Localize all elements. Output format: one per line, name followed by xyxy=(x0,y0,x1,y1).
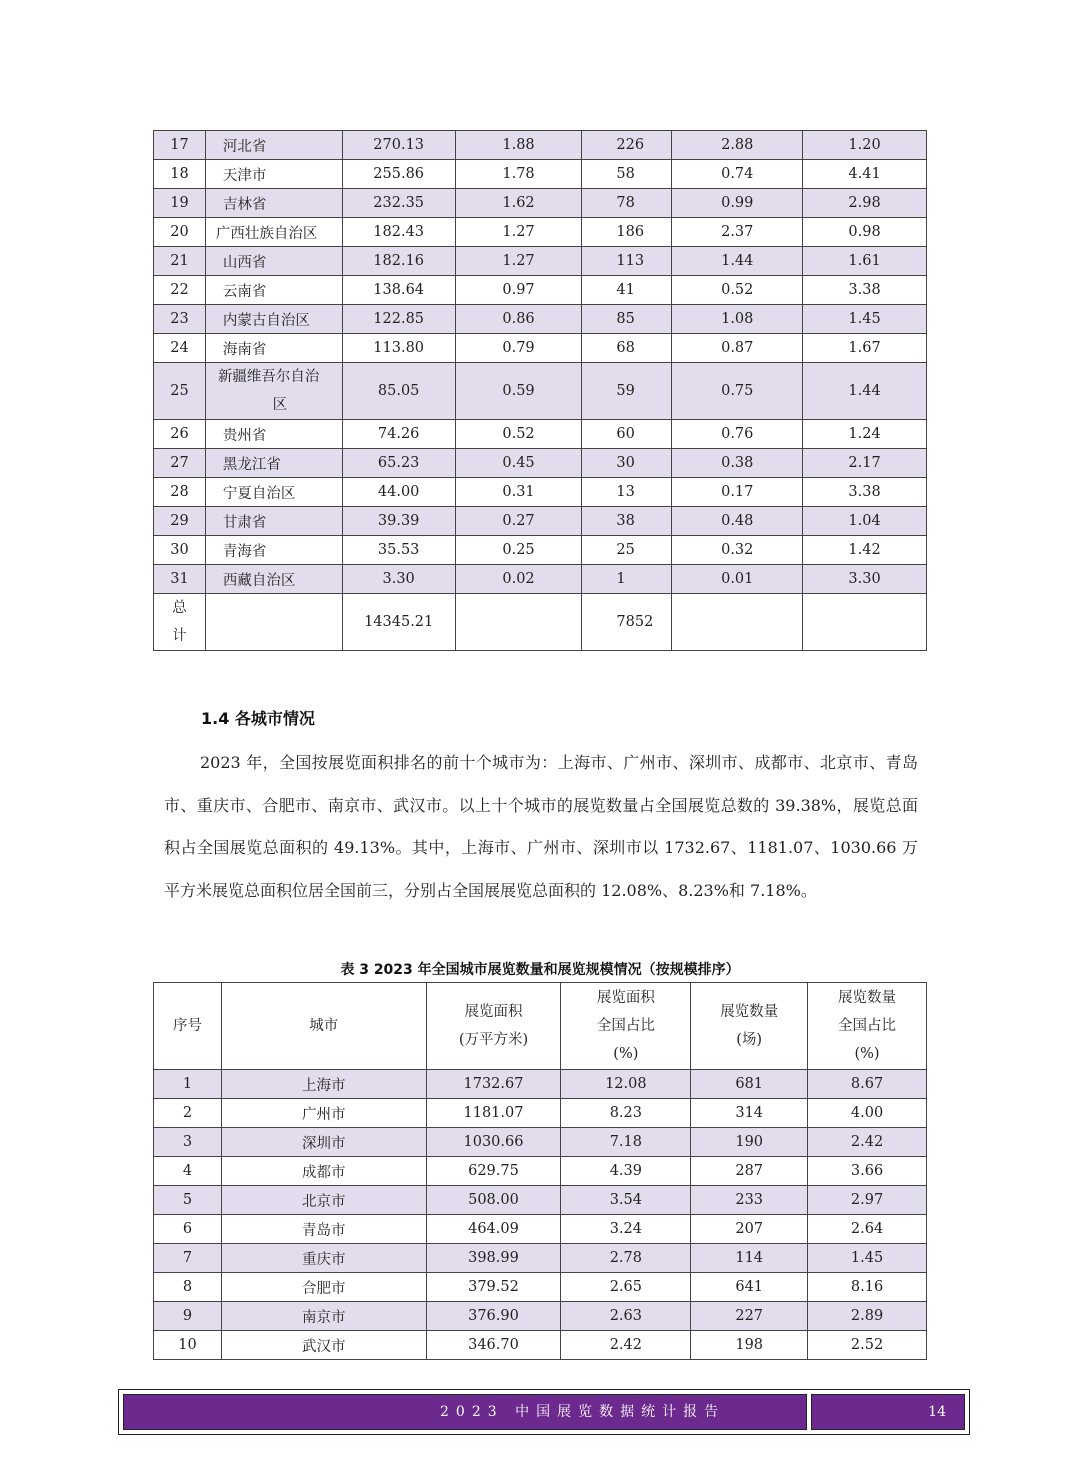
ratio-value: 1.24 xyxy=(803,420,927,449)
area-value: 113.80 xyxy=(342,334,455,363)
table-row xyxy=(154,247,927,276)
count-share: 3.66 xyxy=(808,1157,927,1186)
table-row xyxy=(154,1302,927,1331)
province-name: 宁夏自治区 xyxy=(205,478,342,507)
count-share: 0.74 xyxy=(672,160,803,189)
count-value: 114 xyxy=(691,1244,808,1273)
count-value: 38 xyxy=(582,507,672,536)
count-share: 0.76 xyxy=(672,420,803,449)
table-row xyxy=(154,276,927,305)
total-label-line: 总 xyxy=(172,600,187,616)
table-caption: 表 3 2023 年全国城市展览数量和展览规模情况（按规模排序） xyxy=(340,962,740,978)
count-share: 0.48 xyxy=(672,507,803,536)
area-share: 0.25 xyxy=(455,536,582,565)
area-value: 138.64 xyxy=(342,276,455,305)
count-share: 1.08 xyxy=(672,305,803,334)
area-value: 85.05 xyxy=(342,363,455,420)
table-row xyxy=(154,507,927,536)
ratio-value: 1.42 xyxy=(803,536,927,565)
area-value: 255.86 xyxy=(342,160,455,189)
count-value: 681 xyxy=(691,1070,808,1099)
area-share: 1.27 xyxy=(455,218,582,247)
table-row xyxy=(154,1331,927,1360)
city-name: 合肥市 xyxy=(221,1273,426,1302)
ratio-value: 3.38 xyxy=(803,478,927,507)
area-share: 7.18 xyxy=(561,1128,691,1157)
area-value: 44.00 xyxy=(342,478,455,507)
row-number: 3 xyxy=(154,1128,222,1157)
count-value: 1 xyxy=(582,565,672,594)
count-share: 1.44 xyxy=(672,247,803,276)
area-value: 3.30 xyxy=(342,565,455,594)
area-share: 0.59 xyxy=(455,363,582,420)
province-name: 云南省 xyxy=(205,276,342,305)
page-footer xyxy=(118,1389,970,1435)
table-header-row xyxy=(154,983,927,1070)
table-row xyxy=(154,363,927,420)
ratio-value: 0.98 xyxy=(803,218,927,247)
count-value: 58 xyxy=(582,160,672,189)
count-share: 8.67 xyxy=(808,1070,927,1099)
area-value: 65.23 xyxy=(342,449,455,478)
row-number: 7 xyxy=(154,1244,222,1273)
table-row xyxy=(154,449,927,478)
count-share: 0.52 xyxy=(672,276,803,305)
province-name: 黑龙江省 xyxy=(205,449,342,478)
count-share: 2.97 xyxy=(808,1186,927,1215)
row-number: 23 xyxy=(154,305,206,334)
area-share: 0.45 xyxy=(455,449,582,478)
count-share: 2.88 xyxy=(672,131,803,160)
area-share: 0.27 xyxy=(455,507,582,536)
total-row xyxy=(154,594,927,651)
header-line: (%) xyxy=(613,1046,639,1062)
province-name-line: 新疆维吾尔自治 xyxy=(217,369,320,385)
area-value: 508.00 xyxy=(426,1186,561,1215)
area-share: 0.52 xyxy=(455,420,582,449)
count-value: 25 xyxy=(582,536,672,565)
province-table xyxy=(153,130,927,651)
area-share: 1.78 xyxy=(455,160,582,189)
header-city: 城市 xyxy=(221,983,426,1070)
header-line: (场) xyxy=(736,1032,763,1048)
header-area-share xyxy=(561,983,691,1070)
city-name: 重庆市 xyxy=(221,1244,426,1273)
area-value: 398.99 xyxy=(426,1244,561,1273)
header-count xyxy=(691,983,808,1070)
header-line: 展览数量 xyxy=(838,990,897,1006)
province-name: 西藏自治区 xyxy=(205,565,342,594)
province-name: 山西省 xyxy=(205,247,342,276)
count-value: 113 xyxy=(582,247,672,276)
area-share: 0.86 xyxy=(455,305,582,334)
count-share: 0.87 xyxy=(672,334,803,363)
table-row xyxy=(154,131,927,160)
province-name: 吉林省 xyxy=(205,189,342,218)
city-name: 北京市 xyxy=(221,1186,426,1215)
table-row xyxy=(154,1215,927,1244)
area-share: 0.79 xyxy=(455,334,582,363)
area-value: 182.43 xyxy=(342,218,455,247)
province-name-line: 区 xyxy=(272,397,288,413)
row-number: 2 xyxy=(154,1099,222,1128)
count-share: 4.00 xyxy=(808,1099,927,1128)
count-value: 190 xyxy=(691,1128,808,1157)
section-paragraph: 2023 年，全国按展览面积排名的前十个城市为：上海市、广州市、深圳市、成都市、北京市、青岛市、重庆市、合肥市、南京市、武汉市。以上十个城市的展览数量占全国展览总数的 39.38%，展览总面积占全国展览总面积的 49.13%。其中，上海市、广州市、深圳市以 1732.67、1181.07、1030.66 万平方米展览总面积位居全国前三，分别占全国展展览总面积的 12.08%、8.23%和 7.18%。 xyxy=(164,753,918,900)
area-share: 12.08 xyxy=(561,1070,691,1099)
area-share: 0.97 xyxy=(455,276,582,305)
empty-cell xyxy=(803,594,927,651)
count-share: 2.64 xyxy=(808,1215,927,1244)
province-name: 广西壮族自治区 xyxy=(205,218,342,247)
header-line: 全国占比 xyxy=(596,1018,655,1034)
row-number: 31 xyxy=(154,565,206,594)
table-row xyxy=(154,1273,927,1302)
area-value: 464.09 xyxy=(426,1215,561,1244)
city-name: 武汉市 xyxy=(221,1331,426,1360)
count-value: 13 xyxy=(582,478,672,507)
empty-cell xyxy=(455,594,582,651)
province-name: 内蒙古自治区 xyxy=(205,305,342,334)
city-name: 成都市 xyxy=(221,1157,426,1186)
province-name: 河北省 xyxy=(205,131,342,160)
count-share: 0.17 xyxy=(672,478,803,507)
section-heading: 1.4 各城市情况 xyxy=(201,709,315,728)
count-share: 0.38 xyxy=(672,449,803,478)
city-name: 广州市 xyxy=(221,1099,426,1128)
table-row xyxy=(154,478,927,507)
area-share: 4.39 xyxy=(561,1157,691,1186)
row-number: 22 xyxy=(154,276,206,305)
area-share: 2.78 xyxy=(561,1244,691,1273)
table-row xyxy=(154,1157,927,1186)
row-number: 27 xyxy=(154,449,206,478)
count-value: 186 xyxy=(582,218,672,247)
city-table xyxy=(153,982,927,1360)
row-number: 4 xyxy=(154,1157,222,1186)
header-line: 全国占比 xyxy=(838,1018,897,1034)
ratio-value: 3.38 xyxy=(803,276,927,305)
header-number: 序号 xyxy=(154,983,222,1070)
header-line: 展览面积 xyxy=(596,990,655,1006)
table-row xyxy=(154,160,927,189)
area-value: 379.52 xyxy=(426,1273,561,1302)
count-share: 0.01 xyxy=(672,565,803,594)
count-value: 78 xyxy=(582,189,672,218)
area-value: 1030.66 xyxy=(426,1128,561,1157)
area-share: 2.65 xyxy=(561,1273,691,1302)
count-share: 0.99 xyxy=(672,189,803,218)
count-share: 1.45 xyxy=(808,1244,927,1273)
count-value: 641 xyxy=(691,1273,808,1302)
area-share: 2.42 xyxy=(561,1331,691,1360)
table-row xyxy=(154,420,927,449)
empty-cell xyxy=(672,594,803,651)
count-value: 227 xyxy=(691,1302,808,1331)
row-number: 25 xyxy=(154,363,206,420)
ratio-value: 2.17 xyxy=(803,449,927,478)
area-value: 232.35 xyxy=(342,189,455,218)
area-value: 1181.07 xyxy=(426,1099,561,1128)
page-number: 14 xyxy=(811,1394,965,1430)
area-share: 1.62 xyxy=(455,189,582,218)
area-share: 8.23 xyxy=(561,1099,691,1128)
row-number: 26 xyxy=(154,420,206,449)
count-value: 226 xyxy=(582,131,672,160)
count-share: 2.89 xyxy=(808,1302,927,1331)
row-number: 21 xyxy=(154,247,206,276)
total-count: 7852 xyxy=(582,594,672,651)
header-line: (%) xyxy=(854,1046,880,1062)
area-value: 122.85 xyxy=(342,305,455,334)
area-value: 270.13 xyxy=(342,131,455,160)
header-line: 展览数量 xyxy=(720,1004,779,1020)
table-row xyxy=(154,1128,927,1157)
province-name: 天津市 xyxy=(205,160,342,189)
table-row xyxy=(154,218,927,247)
table-row xyxy=(154,1070,927,1099)
ratio-value: 1.04 xyxy=(803,507,927,536)
area-value: 39.39 xyxy=(342,507,455,536)
area-value: 346.70 xyxy=(426,1331,561,1360)
area-value: 629.75 xyxy=(426,1157,561,1186)
city-name: 南京市 xyxy=(221,1302,426,1331)
count-value: 41 xyxy=(582,276,672,305)
table-row xyxy=(154,1244,927,1273)
ratio-value: 1.45 xyxy=(803,305,927,334)
row-number: 17 xyxy=(154,131,206,160)
area-share: 1.27 xyxy=(455,247,582,276)
ratio-value: 1.67 xyxy=(803,334,927,363)
count-value: 233 xyxy=(691,1186,808,1215)
footer-title: 2023 中国展览数据统计报告 xyxy=(123,1394,807,1430)
count-value: 30 xyxy=(582,449,672,478)
ratio-value: 1.44 xyxy=(803,363,927,420)
row-number: 6 xyxy=(154,1215,222,1244)
row-number: 5 xyxy=(154,1186,222,1215)
table-row xyxy=(154,1099,927,1128)
count-value: 59 xyxy=(582,363,672,420)
row-number: 8 xyxy=(154,1273,222,1302)
table-row xyxy=(154,334,927,363)
count-share: 0.32 xyxy=(672,536,803,565)
table-row xyxy=(154,536,927,565)
count-value: 207 xyxy=(691,1215,808,1244)
area-share: 2.63 xyxy=(561,1302,691,1331)
table-row xyxy=(154,565,927,594)
province-name: 青海省 xyxy=(205,536,342,565)
count-share: 2.52 xyxy=(808,1331,927,1360)
table-row xyxy=(154,305,927,334)
ratio-value: 2.98 xyxy=(803,189,927,218)
ratio-value: 1.20 xyxy=(803,131,927,160)
area-value: 35.53 xyxy=(342,536,455,565)
area-share: 1.88 xyxy=(455,131,582,160)
count-value: 60 xyxy=(582,420,672,449)
province-name: 甘肃省 xyxy=(205,507,342,536)
total-label xyxy=(154,594,206,651)
row-number: 19 xyxy=(154,189,206,218)
row-number: 30 xyxy=(154,536,206,565)
area-share: 3.24 xyxy=(561,1215,691,1244)
area-share: 3.54 xyxy=(561,1186,691,1215)
province-name: 贵州省 xyxy=(205,420,342,449)
row-number: 1 xyxy=(154,1070,222,1099)
province-name xyxy=(205,363,342,420)
row-number: 20 xyxy=(154,218,206,247)
header-line: 展览面积 xyxy=(464,1004,523,1020)
city-name: 深圳市 xyxy=(221,1128,426,1157)
count-value: 198 xyxy=(691,1331,808,1360)
area-share: 0.02 xyxy=(455,565,582,594)
table-row xyxy=(154,1186,927,1215)
total-label-line: 计 xyxy=(172,628,187,644)
count-share: 0.75 xyxy=(672,363,803,420)
row-number: 9 xyxy=(154,1302,222,1331)
row-number: 24 xyxy=(154,334,206,363)
ratio-value: 4.41 xyxy=(803,160,927,189)
province-name: 海南省 xyxy=(205,334,342,363)
area-value: 1732.67 xyxy=(426,1070,561,1099)
header-area xyxy=(426,983,561,1070)
area-share: 0.31 xyxy=(455,478,582,507)
ratio-value: 1.61 xyxy=(803,247,927,276)
count-share: 8.16 xyxy=(808,1273,927,1302)
count-share: 2.37 xyxy=(672,218,803,247)
area-value: 376.90 xyxy=(426,1302,561,1331)
empty-cell xyxy=(205,594,342,651)
count-value: 287 xyxy=(691,1157,808,1186)
area-value: 74.26 xyxy=(342,420,455,449)
count-value: 85 xyxy=(582,305,672,334)
area-value: 182.16 xyxy=(342,247,455,276)
row-number: 29 xyxy=(154,507,206,536)
count-value: 314 xyxy=(691,1099,808,1128)
count-value: 68 xyxy=(582,334,672,363)
header-line: (万平方米) xyxy=(458,1032,529,1048)
header-count-share xyxy=(808,983,927,1070)
row-number: 10 xyxy=(154,1331,222,1360)
row-number: 28 xyxy=(154,478,206,507)
city-name: 青岛市 xyxy=(221,1215,426,1244)
table-row xyxy=(154,189,927,218)
ratio-value: 3.30 xyxy=(803,565,927,594)
row-number: 18 xyxy=(154,160,206,189)
city-name: 上海市 xyxy=(221,1070,426,1099)
total-area: 14345.21 xyxy=(342,594,455,651)
count-share: 2.42 xyxy=(808,1128,927,1157)
